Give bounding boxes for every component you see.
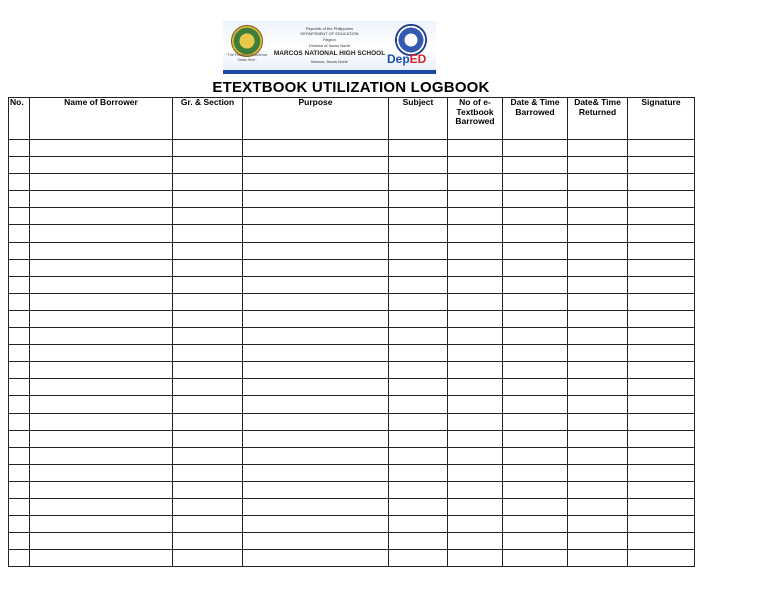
cell-count — [448, 550, 503, 567]
cell-subject — [389, 464, 448, 481]
cell-count — [448, 516, 503, 533]
cell-no — [9, 362, 30, 379]
cell-section — [173, 498, 243, 515]
cell-returned — [568, 447, 628, 464]
table-row — [9, 328, 695, 345]
table-row — [9, 242, 695, 259]
cell-borrowed — [503, 550, 568, 567]
cell-subject — [389, 310, 448, 327]
cell-borrowed — [503, 481, 568, 498]
cell-borrowed — [503, 276, 568, 293]
cell-signature — [628, 516, 695, 533]
cell-no — [9, 379, 30, 396]
column-header-signature: Signature — [628, 98, 695, 140]
cell-signature — [628, 157, 695, 174]
cell-purpose — [243, 379, 389, 396]
table-row — [9, 464, 695, 481]
cell-signature — [628, 310, 695, 327]
cell-subject — [389, 447, 448, 464]
cell-borrowed — [503, 362, 568, 379]
cell-borrowed — [503, 191, 568, 208]
cell-no — [9, 396, 30, 413]
table-row — [9, 345, 695, 362]
cell-count — [448, 464, 503, 481]
cell-borrowed — [503, 413, 568, 430]
table-row — [9, 157, 695, 174]
cell-subject — [389, 174, 448, 191]
cell-subject — [389, 225, 448, 242]
table-row — [9, 310, 695, 327]
cell-signature — [628, 498, 695, 515]
table-row — [9, 447, 695, 464]
cell-purpose — [243, 550, 389, 567]
cell-name — [30, 242, 173, 259]
cell-section — [173, 293, 243, 310]
cell-returned — [568, 464, 628, 481]
table-row — [9, 533, 695, 550]
cell-signature — [628, 464, 695, 481]
cell-subject — [389, 157, 448, 174]
cell-name — [30, 174, 173, 191]
cell-subject — [389, 379, 448, 396]
cell-returned — [568, 498, 628, 515]
cell-subject — [389, 430, 448, 447]
cell-section — [173, 533, 243, 550]
page-title: ETEXTBOOK UTILIZATION LOGBOOK — [212, 79, 490, 96]
header-line-4: Division of Ilocos Norte — [309, 43, 350, 48]
cell-subject — [389, 362, 448, 379]
cell-section — [173, 259, 243, 276]
cell-count — [448, 174, 503, 191]
cell-no — [9, 191, 30, 208]
cell-borrowed — [503, 516, 568, 533]
cell-subject — [389, 191, 448, 208]
cell-name — [30, 259, 173, 276]
cell-subject — [389, 208, 448, 225]
column-header-no: No. — [9, 98, 30, 140]
school-header-banner — [223, 21, 436, 74]
cell-signature — [628, 447, 695, 464]
cell-name — [30, 276, 173, 293]
cell-signature — [628, 345, 695, 362]
cell-name — [30, 140, 173, 157]
deped-logo-icon: DepED — [387, 52, 427, 66]
cell-borrowed — [503, 345, 568, 362]
cell-subject — [389, 259, 448, 276]
cell-no — [9, 328, 30, 345]
cell-returned — [568, 481, 628, 498]
cell-count — [448, 157, 503, 174]
cell-section — [173, 242, 243, 259]
cell-section — [173, 225, 243, 242]
cell-purpose — [243, 396, 389, 413]
cell-borrowed — [503, 157, 568, 174]
cell-purpose — [243, 174, 389, 191]
cell-purpose — [243, 208, 389, 225]
cell-count — [448, 140, 503, 157]
cell-borrowed — [503, 464, 568, 481]
cell-purpose — [243, 345, 389, 362]
cell-returned — [568, 345, 628, 362]
cell-count — [448, 362, 503, 379]
table-row — [9, 550, 695, 567]
cell-count — [448, 396, 503, 413]
school-motto: "The Pursuit to Excellence Starts Here" — [226, 53, 268, 62]
cell-count — [448, 276, 503, 293]
table-row — [9, 362, 695, 379]
cell-purpose — [243, 310, 389, 327]
cell-count — [448, 345, 503, 362]
cell-count — [448, 447, 503, 464]
cell-subject — [389, 140, 448, 157]
cell-returned — [568, 550, 628, 567]
cell-count — [448, 191, 503, 208]
table-row — [9, 430, 695, 447]
cell-returned — [568, 328, 628, 345]
cell-borrowed — [503, 310, 568, 327]
cell-subject — [389, 345, 448, 362]
school-address: Marcos, Ilocos Norte — [311, 59, 348, 64]
table-row — [9, 516, 695, 533]
table-row — [9, 293, 695, 310]
cell-borrowed — [503, 225, 568, 242]
cell-purpose — [243, 464, 389, 481]
cell-section — [173, 140, 243, 157]
cell-signature — [628, 276, 695, 293]
cell-no — [9, 516, 30, 533]
cell-no — [9, 430, 30, 447]
cell-name — [30, 379, 173, 396]
cell-signature — [628, 481, 695, 498]
cell-no — [9, 310, 30, 327]
table-row — [9, 174, 695, 191]
cell-purpose — [243, 430, 389, 447]
cell-subject — [389, 498, 448, 515]
cell-returned — [568, 225, 628, 242]
cell-signature — [628, 259, 695, 276]
cell-purpose — [243, 140, 389, 157]
cell-purpose — [243, 293, 389, 310]
cell-returned — [568, 310, 628, 327]
table-row — [9, 225, 695, 242]
cell-subject — [389, 396, 448, 413]
cell-signature — [628, 550, 695, 567]
cell-purpose — [243, 259, 389, 276]
cell-signature — [628, 362, 695, 379]
cell-count — [448, 225, 503, 242]
cell-name — [30, 430, 173, 447]
cell-subject — [389, 242, 448, 259]
table-header-row — [9, 98, 695, 140]
cell-purpose — [243, 498, 389, 515]
cell-borrowed — [503, 242, 568, 259]
cell-section — [173, 550, 243, 567]
table-row — [9, 259, 695, 276]
cell-returned — [568, 293, 628, 310]
cell-no — [9, 345, 30, 362]
table-row — [9, 396, 695, 413]
cell-name — [30, 413, 173, 430]
cell-purpose — [243, 362, 389, 379]
cell-section — [173, 362, 243, 379]
cell-purpose — [243, 533, 389, 550]
cell-count — [448, 293, 503, 310]
cell-name — [30, 191, 173, 208]
cell-subject — [389, 533, 448, 550]
cell-borrowed — [503, 140, 568, 157]
cell-signature — [628, 533, 695, 550]
cell-returned — [568, 242, 628, 259]
table-row — [9, 379, 695, 396]
cell-name — [30, 396, 173, 413]
cell-no — [9, 276, 30, 293]
cell-signature — [628, 379, 695, 396]
cell-subject — [389, 328, 448, 345]
cell-name — [30, 516, 173, 533]
cell-section — [173, 447, 243, 464]
cell-name — [30, 310, 173, 327]
cell-no — [9, 464, 30, 481]
cell-signature — [628, 140, 695, 157]
cell-returned — [568, 413, 628, 430]
cell-no — [9, 174, 30, 191]
cell-section — [173, 413, 243, 430]
cell-returned — [568, 516, 628, 533]
column-header-section: Gr. & Section — [173, 98, 243, 140]
cell-borrowed — [503, 447, 568, 464]
cell-count — [448, 242, 503, 259]
cell-signature — [628, 191, 695, 208]
cell-returned — [568, 276, 628, 293]
cell-section — [173, 208, 243, 225]
cell-name — [30, 533, 173, 550]
cell-no — [9, 550, 30, 567]
cell-purpose — [243, 481, 389, 498]
cell-signature — [628, 208, 695, 225]
logbook-table — [8, 97, 695, 567]
cell-name — [30, 157, 173, 174]
cell-section — [173, 516, 243, 533]
cell-count — [448, 533, 503, 550]
cell-name — [30, 208, 173, 225]
cell-subject — [389, 413, 448, 430]
cell-no — [9, 157, 30, 174]
cell-returned — [568, 430, 628, 447]
cell-signature — [628, 430, 695, 447]
cell-purpose — [243, 242, 389, 259]
cell-name — [30, 345, 173, 362]
cell-name — [30, 481, 173, 498]
cell-borrowed — [503, 328, 568, 345]
cell-section — [173, 276, 243, 293]
column-header-returned: Date& Time Returned — [568, 98, 628, 140]
cell-subject — [389, 293, 448, 310]
cell-section — [173, 310, 243, 327]
cell-section — [173, 174, 243, 191]
cell-count — [448, 379, 503, 396]
cell-section — [173, 379, 243, 396]
cell-section — [173, 328, 243, 345]
cell-count — [448, 310, 503, 327]
column-header-count: No of e-Textbook Barrowed — [448, 98, 503, 140]
cell-returned — [568, 533, 628, 550]
cell-borrowed — [503, 259, 568, 276]
cell-no — [9, 498, 30, 515]
cell-section — [173, 396, 243, 413]
cell-no — [9, 242, 30, 259]
column-header-purpose: Purpose — [243, 98, 389, 140]
table-row — [9, 191, 695, 208]
table-row — [9, 208, 695, 225]
cell-section — [173, 345, 243, 362]
cell-borrowed — [503, 396, 568, 413]
table-row — [9, 276, 695, 293]
cell-signature — [628, 174, 695, 191]
cell-returned — [568, 259, 628, 276]
cell-returned — [568, 362, 628, 379]
cell-count — [448, 328, 503, 345]
cell-section — [173, 481, 243, 498]
cell-section — [173, 191, 243, 208]
cell-returned — [568, 140, 628, 157]
cell-borrowed — [503, 293, 568, 310]
cell-borrowed — [503, 379, 568, 396]
cell-purpose — [243, 191, 389, 208]
cell-purpose — [243, 447, 389, 464]
cell-no — [9, 447, 30, 464]
cell-count — [448, 208, 503, 225]
cell-returned — [568, 157, 628, 174]
cell-subject — [389, 516, 448, 533]
cell-no — [9, 293, 30, 310]
cell-no — [9, 140, 30, 157]
cell-signature — [628, 225, 695, 242]
cell-no — [9, 225, 30, 242]
cell-count — [448, 430, 503, 447]
cell-purpose — [243, 516, 389, 533]
header-line-1: Republic of the Philippines — [305, 26, 354, 31]
cell-name — [30, 464, 173, 481]
cell-borrowed — [503, 174, 568, 191]
cell-name — [30, 225, 173, 242]
cell-purpose — [243, 413, 389, 430]
cell-signature — [628, 293, 695, 310]
cell-section — [173, 430, 243, 447]
cell-purpose — [243, 157, 389, 174]
cell-purpose — [243, 225, 389, 242]
cell-name — [30, 293, 173, 310]
cell-signature — [628, 242, 695, 259]
cell-returned — [568, 174, 628, 191]
cell-count — [448, 259, 503, 276]
header-line-3: Region — [323, 37, 336, 42]
cell-count — [448, 413, 503, 430]
cell-name — [30, 550, 173, 567]
cell-subject — [389, 550, 448, 567]
cell-subject — [389, 276, 448, 293]
cell-returned — [568, 379, 628, 396]
cell-returned — [568, 208, 628, 225]
cell-signature — [628, 413, 695, 430]
header-line-2: DEPARTMENT OF EDUCATION — [300, 31, 359, 36]
cell-purpose — [243, 276, 389, 293]
cell-returned — [568, 191, 628, 208]
column-header-borrowed: Date & Time Barrowed — [503, 98, 568, 140]
cell-no — [9, 481, 30, 498]
cell-no — [9, 413, 30, 430]
cell-section — [173, 157, 243, 174]
column-header-subject: Subject — [389, 98, 448, 140]
school-name: MARCOS NATIONAL HIGH SCHOOL — [273, 50, 386, 57]
table-row — [9, 413, 695, 430]
table-row — [9, 481, 695, 498]
cell-no — [9, 533, 30, 550]
cell-name — [30, 328, 173, 345]
cell-borrowed — [503, 430, 568, 447]
cell-signature — [628, 328, 695, 345]
cell-signature — [628, 396, 695, 413]
cell-no — [9, 208, 30, 225]
cell-borrowed — [503, 533, 568, 550]
cell-no — [9, 259, 30, 276]
cell-count — [448, 498, 503, 515]
cell-name — [30, 447, 173, 464]
table-row — [9, 498, 695, 515]
cell-borrowed — [503, 208, 568, 225]
cell-subject — [389, 481, 448, 498]
cell-section — [173, 464, 243, 481]
cell-count — [448, 481, 503, 498]
cell-name — [30, 498, 173, 515]
cell-purpose — [243, 328, 389, 345]
column-header-name: Name of Borrower — [30, 98, 173, 140]
cell-returned — [568, 396, 628, 413]
cell-borrowed — [503, 498, 568, 515]
table-row — [9, 140, 695, 157]
cell-name — [30, 362, 173, 379]
